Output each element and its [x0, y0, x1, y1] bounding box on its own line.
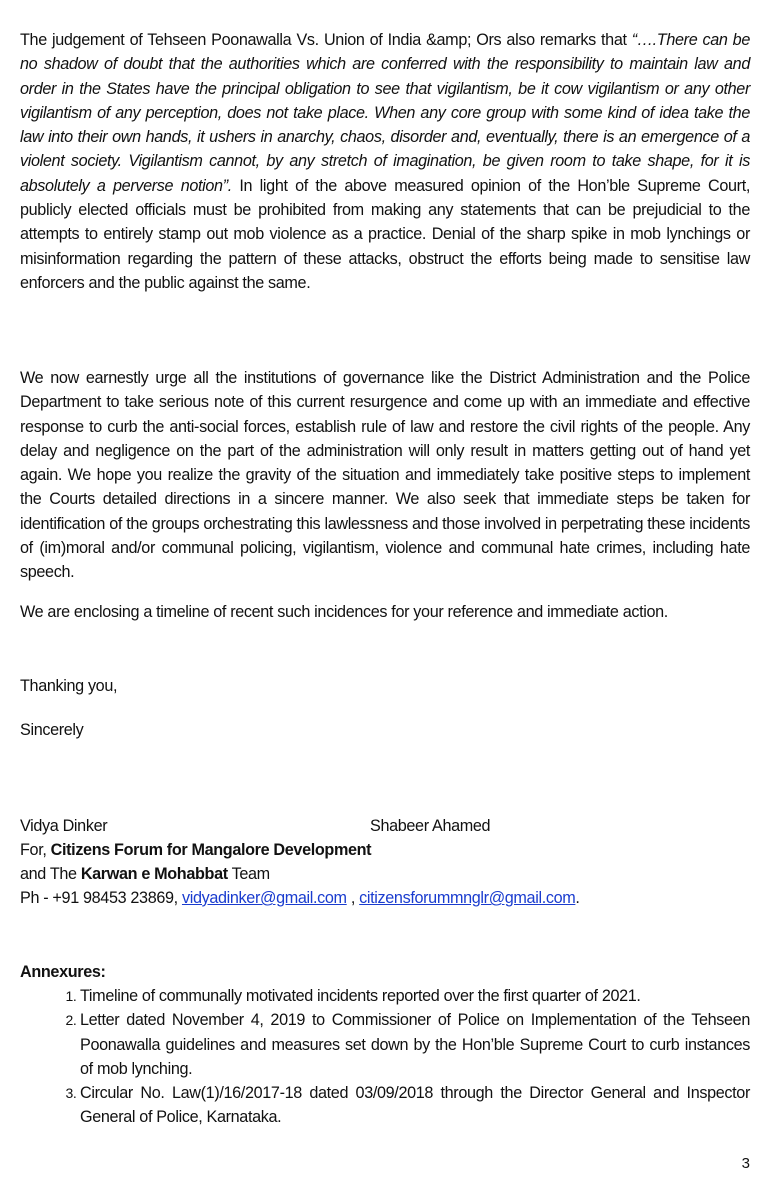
org-karwan: Karwan e Mohabbat — [80, 865, 228, 883]
email-link-vidya[interactable]: vidyadinker@gmail.com — [181, 889, 347, 907]
email-link-citizens-forum[interactable]: citizensforummnglr@gmail.com — [359, 889, 576, 907]
signatory-left: Vidya Dinker — [20, 817, 108, 835]
signoff-text: Sincerely — [20, 721, 84, 739]
annexures-heading: Annexures: — [20, 963, 106, 981]
org-citizens-forum: Citizens Forum for Mangalore Development — [50, 841, 372, 859]
phone-text: Ph - +91 98453 23869, — [20, 889, 182, 907]
for-line — [20, 838, 371, 862]
for-prefix: For, — [20, 841, 51, 859]
paragraph-judgement — [20, 28, 750, 295]
judgement-commentary: In light of the above measured opinion of the Hon’ble Supreme Court, publicly elected officials must be prohibited from making any statements that can be prejudicial to the attempts to entirely stamp out mob violence as a practice. Denial of the sharp spike in mob lynchings or misinformation regarding the pattern of these attacks, obstruct the efforts being made to sensitise law enforcers and the public against the same. — [20, 176, 750, 292]
email-separator: , — [346, 889, 360, 907]
annexure-item: 2. Letter dated November 4, 2019 to Commissioner of Police on Implementation of the Tehseen Poonawalla guidelines and measures set down by the Hon’ble Supreme Court to curb instances of mob lynching. — [80, 1008, 750, 1081]
signatory-right: Shabeer Ahamed — [370, 817, 491, 835]
annexure-item: 1. Timeline of communally motivated incidents reported over the first quarter of 2021. — [80, 984, 750, 1008]
contact-end: . — [575, 889, 580, 907]
paragraph-enclosing: We are enclosing a timeline of recent such incidences for your reference and immediate action. — [20, 603, 668, 621]
annexures-list — [20, 984, 750, 1130]
and-line — [20, 862, 270, 886]
closing-text: Thanking you, — [20, 677, 118, 695]
and-suffix: Team — [227, 865, 270, 883]
court-quote: “….There can be no shadow of doubt that the authorities which are conferred with the responsibility to maintain law and order in the States have the principal obligation to see that vigilantism, be it cow vigilantism or any other vigilantism of any perception, does not take place. When any core group with some kind of idea take the law into their own hands, it ushers in anarchy, chaos, disorder and, eventually, there is an emergence of a violent society. Vigilantism cannot, by any stretch of imagination, be given room to take shape, for it is absolutely a perverse notion”. — [20, 31, 750, 195]
paragraph-urge: We now earnestly urge all the institutions of governance like the District Administration and the Police Department to take serious note of this current resurgence and come up with an immediate and effective response to curb the anti-social forces, establish rule of law and restore the civil rights of the people. Any delay and negligence on the part of the administration will only result in matters getting out of hand yet again. We hope you realize the gravity of the situation and immediately take positive steps to implement the Courts detailed directions in a sincere manner. We also seek that immediate steps be taken for identification of the groups orchestrating this lawlessness and those involved in perpetrating these incidents of (im)moral and/or communal policing, vigilantism, violence and communal hate crimes, including hate speech. — [20, 369, 750, 582]
annexure-item: 3. Circular No. Law(1)/16/2017-18 dated 03/09/2018 through the Director General and Inspector General of Police, Karnataka. — [80, 1081, 750, 1130]
contact-line — [20, 886, 580, 910]
annexures-list-wrap — [20, 984, 750, 1130]
page-number: 3 — [741, 1155, 750, 1172]
and-prefix: and The — [20, 865, 81, 883]
judgement-intro: The judgement of Tehseen Poonawalla Vs. Union of India &amp; Ors also remarks that — [20, 31, 632, 49]
